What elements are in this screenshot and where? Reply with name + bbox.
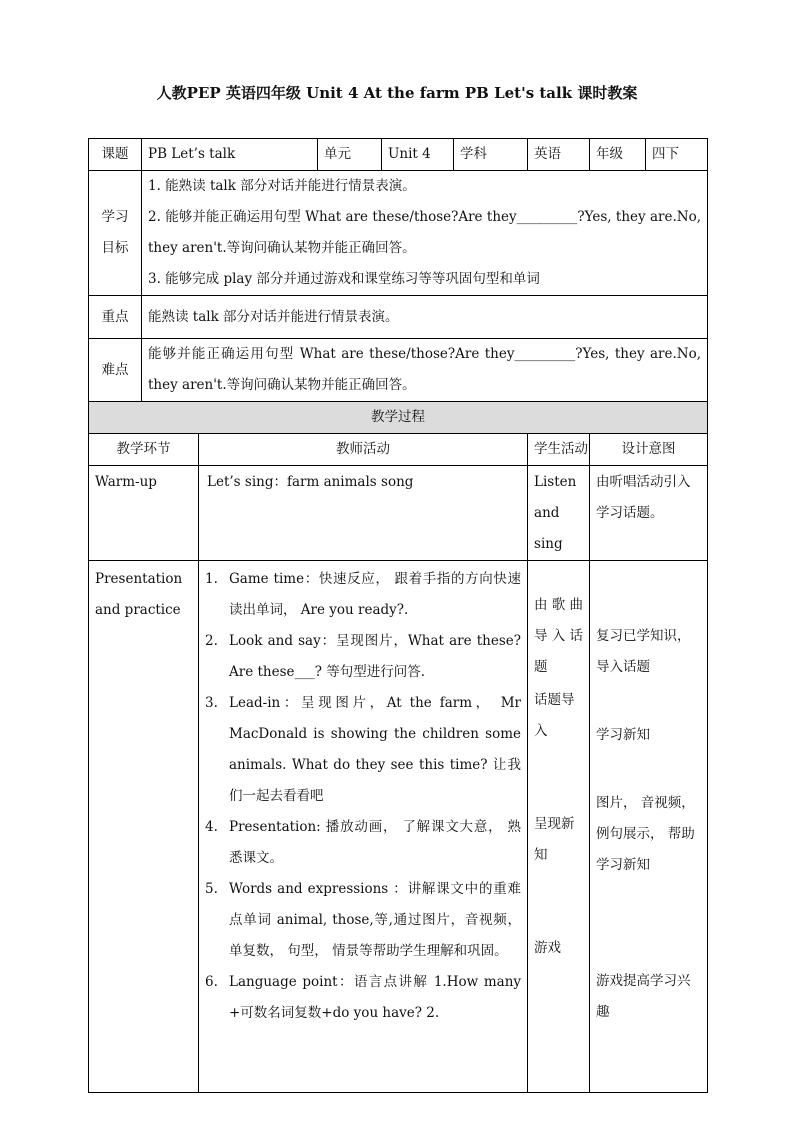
lesson-plan-table: [88, 138, 707, 1093]
teacher-item: [205, 564, 521, 626]
difficulty-row: [89, 339, 708, 402]
presentation-stage-line2: and practice: [95, 602, 181, 618]
subject-value: 英语: [528, 139, 590, 171]
key-point-row: [89, 296, 708, 339]
intent-item: 学习新知: [596, 727, 651, 743]
col-teacher-header: 教师活动: [199, 434, 528, 466]
teacher-item-num: 1.: [205, 571, 218, 587]
teacher-item-num: 3.: [205, 695, 218, 711]
presentation-stage: [89, 561, 199, 1093]
teacher-activity-list: [205, 564, 521, 1029]
student-item: 话题导入: [534, 692, 575, 739]
unit-value: Unit 4: [382, 139, 454, 171]
process-section-title: 教学过程: [89, 402, 708, 434]
student-item: 呈现新知: [534, 816, 575, 863]
key-point-label: 重点: [89, 296, 142, 339]
objective-item-2: 2. 能够并能正确运用句型 What are these/those?Are they_________?Yes, they are.No, they aren't.等询问确认某物并能正确回答。: [148, 209, 702, 256]
presentation-student: [528, 561, 590, 1093]
difficulty-label: 难点: [89, 339, 142, 402]
objectives-label-line1: 学习: [101, 209, 129, 225]
teacher-item: [205, 967, 521, 1029]
teacher-item: [205, 626, 521, 688]
teacher-item-text: Game time：快速反应， 跟着手指的方向快速读出单词， Are you ready?.: [229, 571, 522, 618]
teacher-item-num: 4.: [205, 819, 218, 835]
student-item: 由歌曲导入话题: [534, 597, 584, 675]
warmup-student: Listen and sing: [528, 466, 590, 561]
intent-item: 图片， 音视频，例句展示， 帮助学习新知: [596, 795, 695, 873]
warmup-row: [89, 466, 708, 561]
grade-value: 四下: [646, 139, 708, 171]
warmup-intent: 由听唱活动引入学习话题。: [590, 466, 708, 561]
intent-item: 复习已学知识，导入话题: [596, 628, 691, 675]
teacher-item: [205, 812, 521, 874]
teacher-item-text: Look and say：呈现图片，What are these? Are these___? 等句型进行问答.: [229, 633, 522, 680]
unit-label: 单元: [318, 139, 382, 171]
col-student-header: 学生活动: [528, 434, 590, 466]
teacher-item-num: 2.: [205, 633, 218, 649]
grade-label: 年级: [590, 139, 646, 171]
topic-label: 课题: [89, 139, 142, 171]
objectives-row: [89, 171, 708, 296]
teacher-item-text: Language point：语言点讲解 1.How many +可数名词复数+do you have? 2.: [229, 974, 522, 1021]
col-stage-header: 教学环节: [89, 434, 199, 466]
presentation-teacher: [199, 561, 528, 1093]
presentation-row: [89, 561, 708, 1093]
presentation-intent: [590, 561, 708, 1093]
warmup-stage: Warm-up: [89, 466, 199, 561]
subject-label: 学科: [454, 139, 528, 171]
page-title: 人教PEP 英语四年级 Unit 4 At the farm PB Let's talk 课时教案: [156, 84, 638, 102]
teacher-item: [205, 688, 521, 812]
process-section-row: [89, 402, 708, 434]
teacher-item-num: 5.: [205, 881, 218, 897]
teacher-item: [205, 874, 521, 967]
objectives-content: [142, 171, 708, 296]
teacher-item-text: Words and expressions ：讲解课文中的重难点单词 animal, those,等,通过图片，音视频，单复数， 句型， 情景等帮助学生理解和巩固。: [229, 881, 522, 959]
teacher-item-text: Lead-in：呈现图片，At the farm， Mr MacDonald is showing the children some animals. What do they see this time? 让我们一起去看看吧: [229, 695, 522, 804]
intent-item: 游戏提高学习兴趣: [596, 973, 691, 1020]
key-point-text: 能熟读 talk 部分对话并能进行情景表演。: [142, 296, 708, 339]
header-row: [89, 139, 708, 171]
objective-item-1: 1. 能熟读 talk 部分对话并能进行情景表演。: [148, 178, 416, 194]
topic-value: PB Let’s talk: [142, 139, 318, 171]
student-item: 游戏: [534, 940, 562, 956]
teacher-item-num: 6.: [205, 974, 218, 990]
col-intent-header: 设计意图: [590, 434, 708, 466]
warmup-teacher: Let’s sing：farm animals song: [199, 466, 528, 561]
process-header-row: [89, 434, 708, 466]
objective-item-3: 3. 能够完成 play 部分并通过游戏和课堂练习等等巩固句型和单词: [148, 271, 540, 287]
difficulty-text: 能够并能正确运用句型 What are these/those?Are they_________?Yes, they are.No, they aren't.等询问确认某物并能正确回答。: [142, 339, 708, 402]
objectives-label-line2: 目标: [101, 240, 129, 256]
objectives-label: [89, 171, 142, 296]
presentation-stage-line1: Presentation: [95, 571, 183, 587]
teacher-item-text: Presentation: 播放动画， 了解课文大意， 熟悉课文。: [229, 819, 522, 866]
